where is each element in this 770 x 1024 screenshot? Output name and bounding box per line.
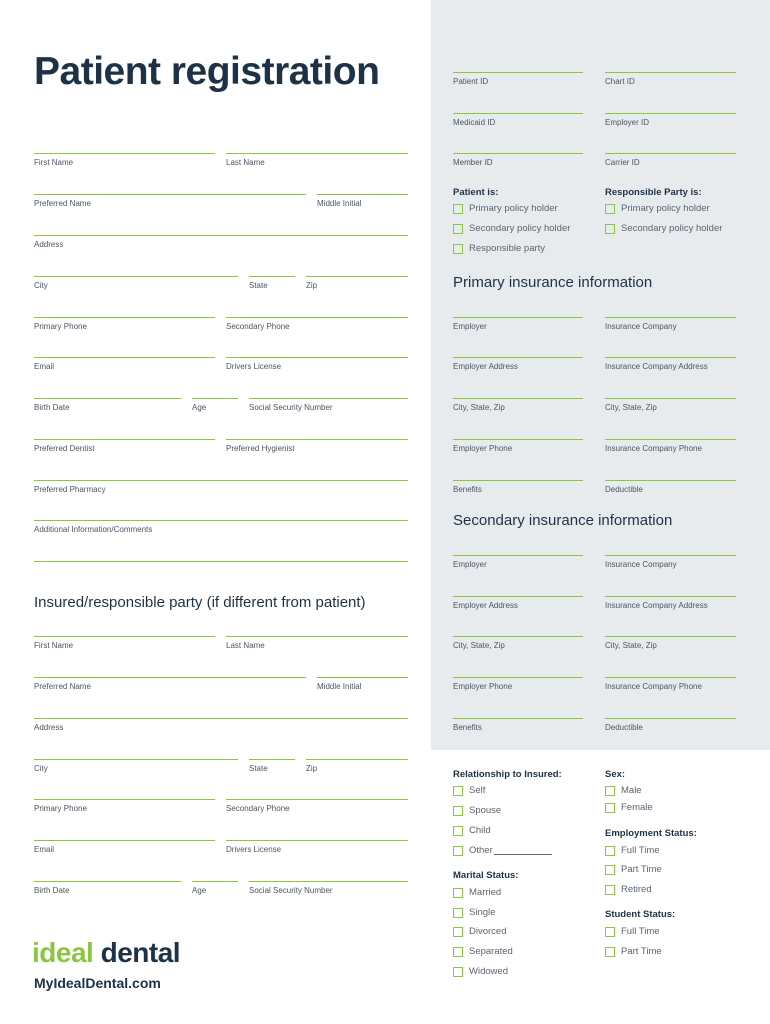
marital-separated-checkbox[interactable]: Separated: [453, 946, 513, 957]
checkbox-box[interactable]: [453, 204, 463, 214]
marital-divorced-checkbox[interactable]: Divorced: [453, 926, 507, 937]
website-url: MyIdealDental.com: [34, 975, 161, 991]
insured-zip-field[interactable]: Zip: [306, 759, 408, 773]
ssn-field[interactable]: Social Security Number: [249, 398, 408, 412]
checkbox-box[interactable]: [453, 846, 463, 856]
insured-state-field[interactable]: State: [249, 759, 295, 773]
secondary-insurance-company-address-field[interactable]: Insurance Company Address: [605, 596, 736, 610]
checkbox-box[interactable]: [605, 865, 615, 875]
insured-email-field[interactable]: Email: [34, 840, 215, 854]
preferred-hygienist-field[interactable]: Preferred Hygienist: [226, 439, 408, 453]
checkbox-box[interactable]: [605, 803, 615, 813]
insured-preferred-name-field[interactable]: Preferred Name: [34, 677, 306, 691]
sex-label: Sex:: [605, 769, 626, 780]
ideal-dental-logo: [32, 937, 180, 969]
secondary-employer-phone-field[interactable]: Employer Phone: [453, 677, 583, 691]
primary-phone-field[interactable]: Primary Phone: [34, 317, 215, 331]
birth-date-field[interactable]: Birth Date: [34, 398, 181, 412]
checkbox-box[interactable]: [605, 927, 615, 937]
checkbox-box[interactable]: [605, 786, 615, 796]
secondary-benefits-field[interactable]: Benefits: [453, 718, 583, 732]
employment-full-time-checkbox[interactable]: Full Time: [605, 845, 660, 856]
checkbox-box[interactable]: [605, 885, 615, 895]
checkbox-box[interactable]: [453, 826, 463, 836]
insured-address-field[interactable]: Address: [34, 718, 408, 732]
secondary-employer-city-state-zip-field[interactable]: City, State, Zip: [453, 636, 583, 650]
state-field[interactable]: State: [249, 276, 295, 290]
primary-employer-field[interactable]: Employer: [453, 317, 583, 331]
relationship-self-checkbox[interactable]: Self: [453, 785, 485, 796]
first-name-field[interactable]: First Name: [34, 153, 215, 167]
employment-status-label: Employment Status:: [605, 828, 697, 839]
responsible-secondary-checkbox[interactable]: Secondary policy holder: [605, 223, 722, 234]
marital-single-checkbox[interactable]: Single: [453, 907, 495, 918]
relationship-child-checkbox[interactable]: Child: [453, 825, 491, 836]
patient-is-responsible-checkbox[interactable]: Responsible party: [453, 243, 545, 254]
page-title: Patient registration: [34, 50, 380, 93]
responsible-party-is-label: Responsible Party is:: [605, 187, 702, 198]
checkbox-box[interactable]: [453, 806, 463, 816]
secondary-employer-field[interactable]: Employer: [453, 555, 583, 569]
secondary-employer-address-field[interactable]: Employer Address: [453, 596, 583, 610]
preferred-name-field[interactable]: Preferred Name: [34, 194, 306, 208]
email-field[interactable]: Email: [34, 357, 215, 371]
address-field[interactable]: Address: [34, 235, 408, 249]
city-field[interactable]: City: [34, 276, 238, 290]
employer-id-field[interactable]: Employer ID: [605, 113, 736, 127]
checkbox-box[interactable]: [453, 908, 463, 918]
insured-ssn-field[interactable]: Social Security Number: [249, 881, 408, 895]
sex-male-checkbox[interactable]: Male: [605, 785, 642, 796]
additional-info-field[interactable]: Additional Information/Comments: [34, 520, 408, 534]
relationship-label: Relationship to Insured:: [453, 769, 562, 780]
marital-status-label: Marital Status:: [453, 870, 519, 881]
checkbox-box[interactable]: [605, 947, 615, 957]
primary-insurance-company-address-field[interactable]: Insurance Company Address: [605, 357, 736, 371]
primary-insurance-company-field[interactable]: Insurance Company: [605, 317, 736, 331]
insured-city-field[interactable]: City: [34, 759, 238, 773]
zip-field[interactable]: Zip: [306, 276, 408, 290]
medicaid-id-field[interactable]: Medicaid ID: [453, 113, 583, 127]
carrier-id-field[interactable]: Carrier ID: [605, 153, 736, 167]
insured-section-title: Insured/responsible party (if different from patient): [34, 594, 366, 611]
checkbox-box[interactable]: [453, 927, 463, 937]
patient-is-label: Patient is:: [453, 187, 499, 198]
preferred-dentist-field[interactable]: Preferred Dentist: [34, 439, 215, 453]
insured-birth-date-field[interactable]: Birth Date: [34, 881, 181, 895]
secondary-company-city-state-zip-field[interactable]: City, State, Zip: [605, 636, 736, 650]
checkbox-box[interactable]: [453, 786, 463, 796]
insured-secondary-phone-field[interactable]: Secondary Phone: [226, 799, 408, 813]
checkbox-box[interactable]: [453, 224, 463, 234]
marital-widowed-checkbox[interactable]: Widowed: [453, 966, 508, 977]
primary-employer-city-state-zip-field[interactable]: City, State, Zip: [453, 398, 583, 412]
insured-drivers-license-field[interactable]: Drivers License: [226, 840, 408, 854]
logo-dental-text: dental: [100, 937, 181, 968]
primary-employer-phone-field[interactable]: Employer Phone: [453, 439, 583, 453]
secondary-phone-field[interactable]: Secondary Phone: [226, 317, 408, 331]
student-part-time-checkbox[interactable]: Part Time: [605, 946, 662, 957]
secondary-insurance-company-phone-field[interactable]: Insurance Company Phone: [605, 677, 736, 691]
checkbox-box[interactable]: [453, 967, 463, 977]
secondary-deductible-field[interactable]: Deductible: [605, 718, 736, 732]
insured-age-field[interactable]: Age: [192, 881, 238, 895]
student-full-time-checkbox[interactable]: Full Time: [605, 926, 660, 937]
checkbox-box[interactable]: [605, 846, 615, 856]
employment-retired-checkbox[interactable]: Retired: [605, 884, 652, 895]
primary-insurance-title: Primary insurance information: [453, 274, 653, 291]
student-status-label: Student Status:: [605, 909, 676, 920]
member-id-field[interactable]: Member ID: [453, 153, 583, 167]
patient-is-primary-checkbox[interactable]: Primary policy holder: [453, 203, 558, 214]
patient-is-secondary-checkbox[interactable]: Secondary policy holder: [453, 223, 570, 234]
preferred-pharmacy-field[interactable]: Preferred Pharmacy: [34, 480, 408, 494]
checkbox-box[interactable]: [605, 204, 615, 214]
checkbox-box[interactable]: [453, 244, 463, 254]
insured-middle-initial-field[interactable]: Middle Initial: [317, 677, 408, 691]
checkbox-box[interactable]: [453, 947, 463, 957]
checkbox-box[interactable]: [605, 224, 615, 234]
employment-part-time-checkbox[interactable]: Part Time: [605, 864, 662, 875]
responsible-primary-checkbox[interactable]: Primary policy holder: [605, 203, 710, 214]
logo-ideal-text: ideal: [32, 937, 94, 968]
secondary-insurance-title: Secondary insurance information: [453, 512, 673, 529]
primary-insurance-company-phone-field[interactable]: Insurance Company Phone: [605, 439, 736, 453]
additional-info-line-2[interactable]: [34, 561, 408, 562]
secondary-insurance-company-field[interactable]: Insurance Company: [605, 555, 736, 569]
insured-primary-phone-field[interactable]: Primary Phone: [34, 799, 215, 813]
primary-benefits-field[interactable]: Benefits: [453, 480, 583, 494]
marital-married-checkbox[interactable]: Married: [453, 887, 501, 898]
middle-initial-field[interactable]: Middle Initial: [317, 194, 408, 208]
insured-last-name-field[interactable]: Last Name: [226, 636, 408, 650]
insured-first-name-field[interactable]: First Name: [34, 636, 215, 650]
relationship-other-checkbox[interactable]: Other: [453, 845, 552, 856]
primary-deductible-field[interactable]: Deductible: [605, 480, 736, 494]
sex-female-checkbox[interactable]: Female: [605, 802, 653, 813]
last-name-field[interactable]: Last Name: [226, 153, 408, 167]
other-text-line[interactable]: [494, 846, 552, 855]
drivers-license-field[interactable]: Drivers License: [226, 357, 408, 371]
primary-employer-address-field[interactable]: Employer Address: [453, 357, 583, 371]
chart-id-field[interactable]: Chart ID: [605, 72, 736, 86]
patient-id-field[interactable]: Patient ID: [453, 72, 583, 86]
checkbox-box[interactable]: [453, 888, 463, 898]
age-field[interactable]: Age: [192, 398, 238, 412]
primary-company-city-state-zip-field[interactable]: City, State, Zip: [605, 398, 736, 412]
relationship-spouse-checkbox[interactable]: Spouse: [453, 805, 501, 816]
